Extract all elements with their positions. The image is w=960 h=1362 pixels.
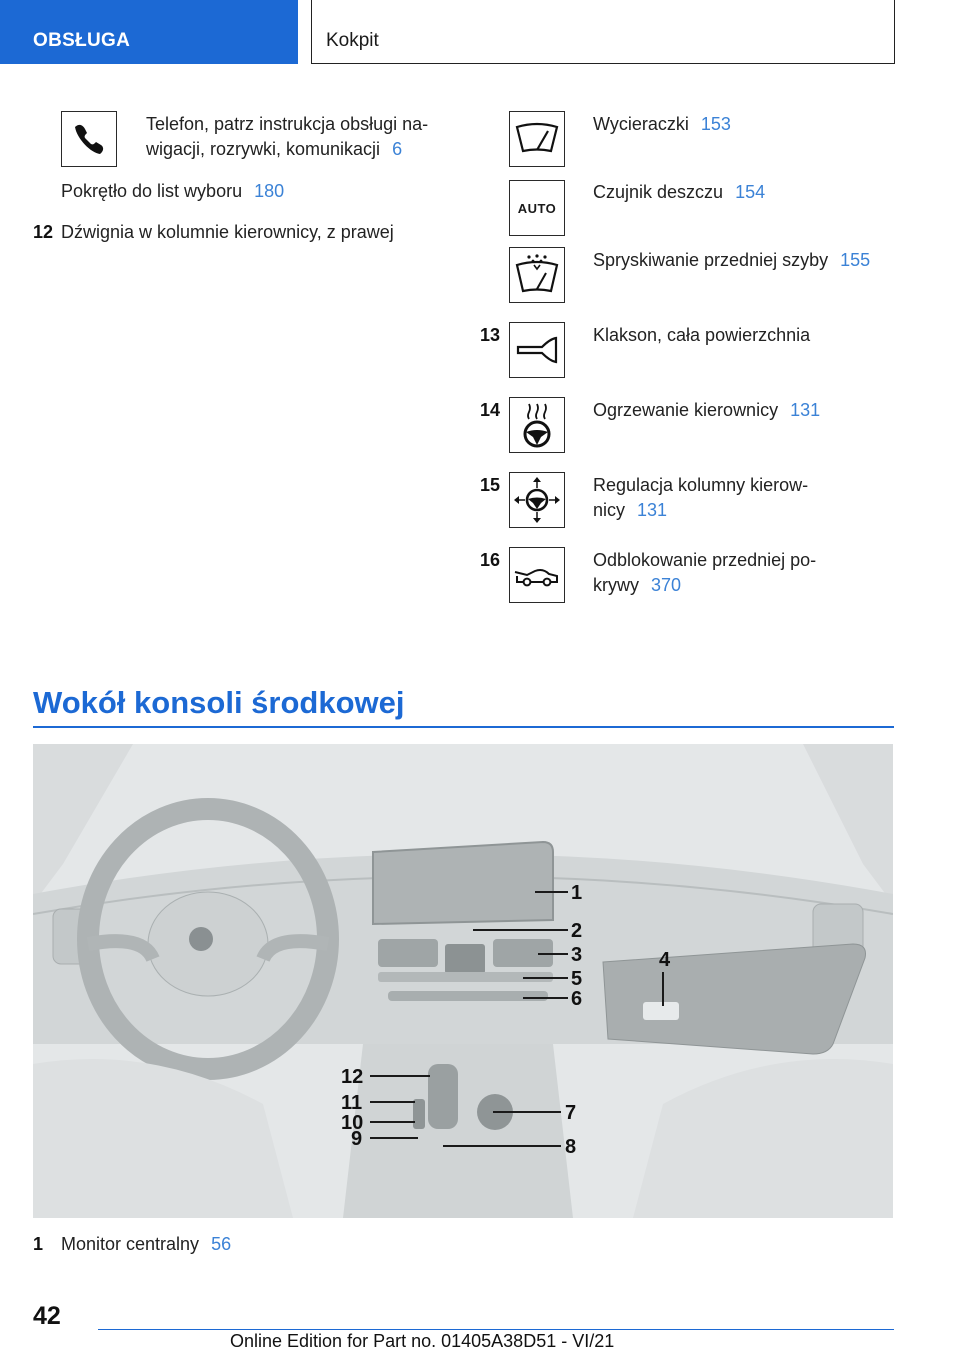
callout-2: 2 (571, 920, 583, 942)
steering-column-adjust-icon (509, 472, 565, 528)
phone-item-line1: Telefon, patrz instrukcja obsługi na- (146, 114, 429, 134)
legend-1 (61, 1232, 231, 1257)
callout-6: 6 (571, 988, 583, 1010)
callout-1: 1 (571, 882, 583, 904)
page-number: 42 (33, 1302, 61, 1330)
item-16-line1: Odblokowanie przedniej po- (593, 550, 817, 570)
footer-divider (98, 1329, 894, 1330)
horn-icon (509, 322, 565, 378)
callout-9: 9 (351, 1128, 363, 1150)
wipers-item (593, 112, 731, 137)
chapter-title: Kokpit (311, 0, 895, 64)
phone-item-ref[interactable]: 6 (392, 139, 403, 159)
item-12-number: 12 (33, 222, 54, 242)
auto-rain-sensor-icon (509, 180, 565, 236)
callout-12: 12 (341, 1066, 364, 1088)
windshield-wiper-icon (509, 111, 565, 167)
rain-sensor-ref[interactable]: 154 (735, 182, 766, 202)
item-14-number: 14 (480, 400, 501, 420)
callout-10: 10 (341, 1112, 364, 1134)
item-14-ref[interactable]: 131 (790, 400, 821, 420)
item-14-text: Ogrzewanie kierownicy (593, 400, 779, 420)
selector-item-text: Pokrętło do list wyboru (61, 181, 243, 201)
phone-item-text (146, 112, 428, 162)
washer-item (593, 248, 870, 273)
wipers-text: Wycieraczki (593, 114, 689, 134)
callout-8: 8 (565, 1136, 577, 1158)
item-12-text: Dźwignia w kolumnie kierownicy, z prawej (61, 222, 394, 242)
item-13-number: 13 (480, 325, 501, 345)
section-tab[interactable]: OBSŁUGA (0, 0, 298, 64)
washer-text: Spryskiwanie przedniej szyby (593, 250, 829, 270)
rain-sensor-item (593, 180, 765, 205)
legend-1-text: Monitor centralny (61, 1234, 200, 1254)
selector-item (61, 179, 284, 204)
item-15-number: 15 (480, 475, 501, 495)
item-16-text (593, 548, 816, 598)
center-console-drawing (33, 744, 893, 1218)
item-15-ref[interactable]: 131 (637, 500, 668, 520)
callout-3: 3 (571, 944, 583, 966)
edition-text: Online Edition for Part no. 01405A38D51 - VI/21 (230, 1331, 615, 1351)
item-16-number: 16 (480, 550, 501, 570)
item-16-line2: krywy (593, 575, 639, 595)
callout-11: 11 (341, 1092, 363, 1114)
item-15-line1: Regulacja kolumny kierow- (593, 475, 809, 495)
item-13-text: Klakson, cała powierzchnia (593, 325, 811, 345)
washer-ref[interactable]: 155 (840, 250, 871, 270)
hood-release-icon (509, 547, 565, 603)
item-15-text (593, 473, 808, 523)
callout-4: 4 (659, 949, 671, 971)
callout-5: 5 (571, 968, 583, 990)
windshield-washer-icon (509, 247, 565, 303)
heated-steering-wheel-icon (509, 397, 565, 453)
item-16-ref[interactable]: 370 (651, 575, 682, 595)
legend-1-number: 1 (33, 1234, 44, 1254)
legend-1-ref[interactable]: 56 (211, 1234, 232, 1254)
phone-item-line2: wigacji, rozrywki, komunikacji (146, 139, 381, 159)
center-console-illustration (33, 744, 893, 1218)
section-divider (33, 726, 894, 728)
wipers-ref[interactable]: 153 (700, 114, 731, 134)
auto-label: AUTO (517, 200, 557, 216)
callout-7: 7 (565, 1102, 577, 1124)
item-15-line2: nicy (593, 500, 626, 520)
phone-icon (61, 111, 117, 167)
selector-item-ref[interactable]: 180 (254, 181, 285, 201)
item-14-item (593, 398, 820, 423)
rain-sensor-text: Czujnik deszczu (593, 182, 724, 202)
section-title: Wokół konsoli środkowej (33, 685, 405, 720)
